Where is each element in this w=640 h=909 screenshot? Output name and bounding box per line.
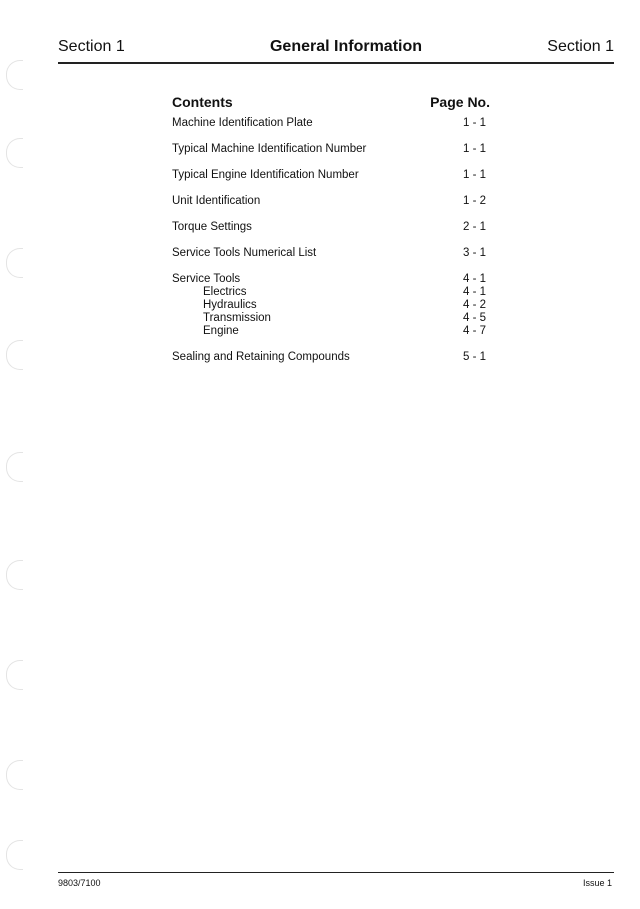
header-title: General Information (269, 38, 423, 55)
binder-hole (6, 248, 23, 278)
toc-entry-title: Hydraulics (203, 299, 257, 311)
toc-entry-page: 1 - 1 (462, 117, 486, 129)
toc-entry-page: 3 - 1 (462, 247, 486, 259)
binder-hole (6, 660, 23, 690)
contents-heading: Contents (172, 94, 233, 110)
toc-entry-title: Typical Engine Identification Number (172, 169, 359, 181)
toc-entry-title: Service Tools Numerical List (172, 247, 317, 259)
toc-entry-page: 4 - 5 (462, 312, 486, 324)
binder-hole (6, 452, 23, 482)
toc-entry-page: 1 - 2 (462, 195, 486, 207)
header-section-left: Section 1 (58, 38, 125, 55)
toc-entry-page: 1 - 1 (462, 169, 486, 181)
toc-entry-title: Unit Identification (172, 195, 261, 207)
toc-entry-page: 4 - 1 (462, 286, 486, 298)
toc-entry-title: Typical Machine Identification Number (172, 143, 367, 155)
header-section-right: Section 1 (547, 38, 614, 55)
toc-entry-title: Engine (203, 325, 239, 337)
binder-hole (6, 138, 23, 168)
binder-hole (6, 340, 23, 370)
table-of-contents (172, 94, 490, 363)
toc-entry-page: 4 - 7 (462, 325, 486, 337)
toc-entry-page: 4 - 1 (462, 273, 486, 285)
binder-hole (6, 840, 23, 870)
binder-hole (6, 60, 23, 90)
binder-hole (6, 560, 23, 590)
toc-entry-title: Sealing and Retaining Compounds (172, 351, 350, 363)
toc-entry-title: Service Tools (172, 273, 241, 285)
toc-entry-title: Machine Identification Plate (172, 117, 313, 129)
page-no-heading: Page No. (430, 94, 490, 110)
toc-entry-title: Torque Settings (172, 221, 252, 233)
footer-rule (58, 872, 614, 873)
toc-header (172, 94, 490, 114)
page-header (58, 38, 614, 60)
toc-entry-title: Transmission (203, 312, 271, 324)
toc-entry-page: 2 - 1 (462, 221, 486, 233)
issue-number: Issue 1 (582, 878, 612, 888)
document-number: 9803/7100 (58, 878, 101, 888)
header-rule (58, 62, 614, 64)
toc-entry-page: 1 - 1 (462, 143, 486, 155)
toc-entry-page: 5 - 1 (462, 351, 486, 363)
toc-entry-page: 4 - 2 (462, 299, 486, 311)
toc-entry-title: Electrics (203, 286, 247, 298)
binder-hole (6, 760, 23, 790)
